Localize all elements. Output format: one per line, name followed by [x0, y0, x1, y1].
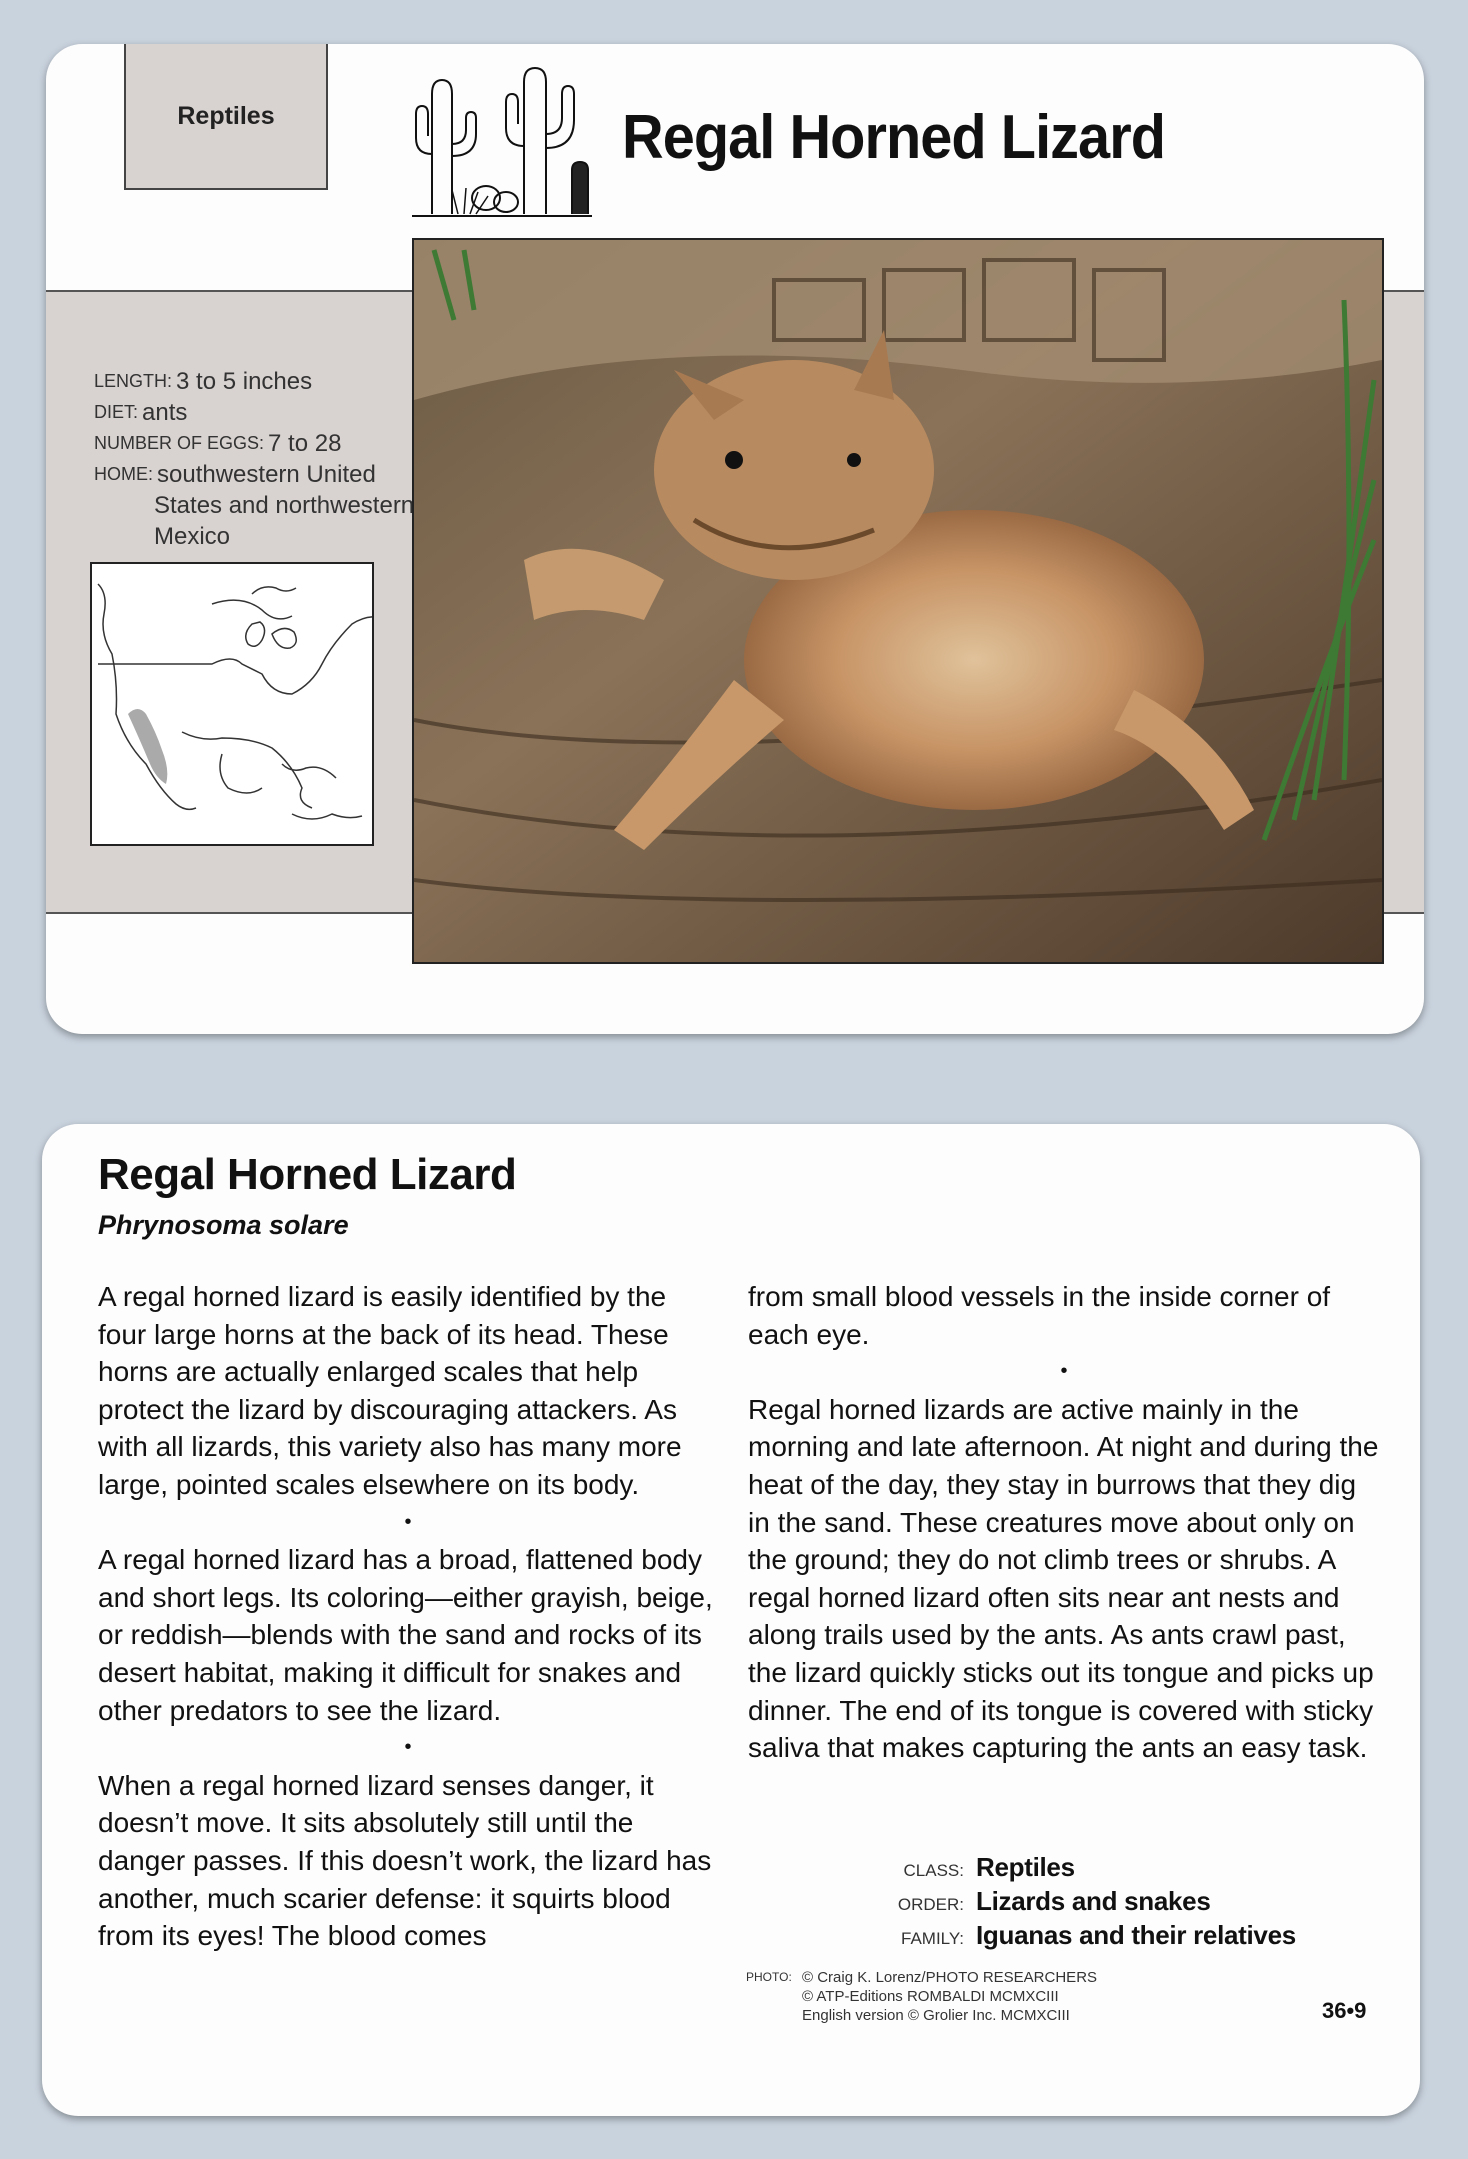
- bullet-separator: •: [404, 1510, 412, 1533]
- fact-home-line-2: States and northwestern: [154, 492, 415, 519]
- scientific-name: Phrynosoma solare: [98, 1210, 349, 1240]
- category-box: [124, 44, 328, 190]
- cactus-illustration: [402, 54, 598, 224]
- fact-diet: DIET: ants: [94, 399, 188, 426]
- paragraph: from small blood vessels in the inside corner of each eye.: [748, 1281, 1331, 1350]
- credit-line: © Craig K. Lorenz/PHOTO RESEARCHERS: [802, 1969, 1098, 1986]
- taxonomy-family: FAMILY: Iguanas and their relatives: [901, 1920, 1296, 1950]
- credit-line: © ATP-Editions ROMBALDI MCMXCIII: [802, 1988, 1059, 2005]
- paragraph: A regal horned lizard has a broad, flattened body and short legs. Its coloring—either grayish, beige, or reddish—blends with the sand and rocks of its desert habitat, making it difficult for snakes and other predators to see the lizard.: [98, 1544, 713, 1726]
- back-card: [42, 1124, 1420, 2116]
- front-card: [46, 44, 1424, 1034]
- quick-facts: [94, 366, 464, 552]
- bullet-separator: •: [1060, 1360, 1068, 1383]
- category-label: Reptiles: [177, 101, 275, 130]
- card-number: 36•9: [1322, 1998, 1367, 2023]
- card-title: Regal Horned Lizard: [622, 103, 1166, 172]
- paragraph: A regal horned lizard is easily identified by the four large horns at the back of its head. These horns are actually enlarged scales that help protect the lizard by discouraging attackers. As with all lizards, this variety also has many more large, pointed scales elsewhere on its body.: [98, 1281, 682, 1500]
- taxonomy: [890, 1852, 1296, 1954]
- fact-length: LENGTH: 3 to 5 inches: [94, 368, 313, 395]
- photo-label: PHOTO:: [746, 1970, 792, 1984]
- credit-line: English version © Grolier Inc. MCMXCIII: [802, 2007, 1070, 2024]
- fact-eggs: NUMBER OF EGGS: 7 to 28: [94, 430, 342, 457]
- bullet-separator: •: [404, 1736, 412, 1759]
- paragraph: When a regal horned lizard senses danger, it doesn’t move. It sits absolutely still until the danger passes. If this doesn’t work, the lizard has another, much scarier defense: it squirts blood from its eyes! The blood comes: [98, 1769, 712, 1952]
- paragraph: Regal horned lizards are active mainly in the morning and late afternoon. At night and during the heat of the day, they stay in burrows that they dig in the sand. These creatures move about only on the ground; they do not climb trees or shrubs. A regal horned lizard often sits near ant nests and along trails used by the ants. As ants crawl past, the lizard quickly sticks out its tongue and picks up dinner. The end of its tongue is covered with sticky saliva that makes capturing the ants an easy task.: [748, 1393, 1379, 1764]
- lizard-photo: [412, 238, 1384, 964]
- back-title: Regal Horned Lizard: [98, 1150, 517, 1199]
- text-column-right: [748, 1278, 1380, 1767]
- fact-home-line-3: Mexico: [154, 523, 231, 550]
- taxonomy-order: ORDER: Lizards and snakes: [897, 1886, 1211, 1916]
- text-column-left: [98, 1278, 718, 1955]
- taxonomy-class: CLASS: Reptiles: [903, 1852, 1075, 1882]
- range-map: [90, 562, 374, 846]
- fact-home: HOME: southwestern United: [94, 461, 376, 488]
- photo-credits: [746, 1968, 1097, 2025]
